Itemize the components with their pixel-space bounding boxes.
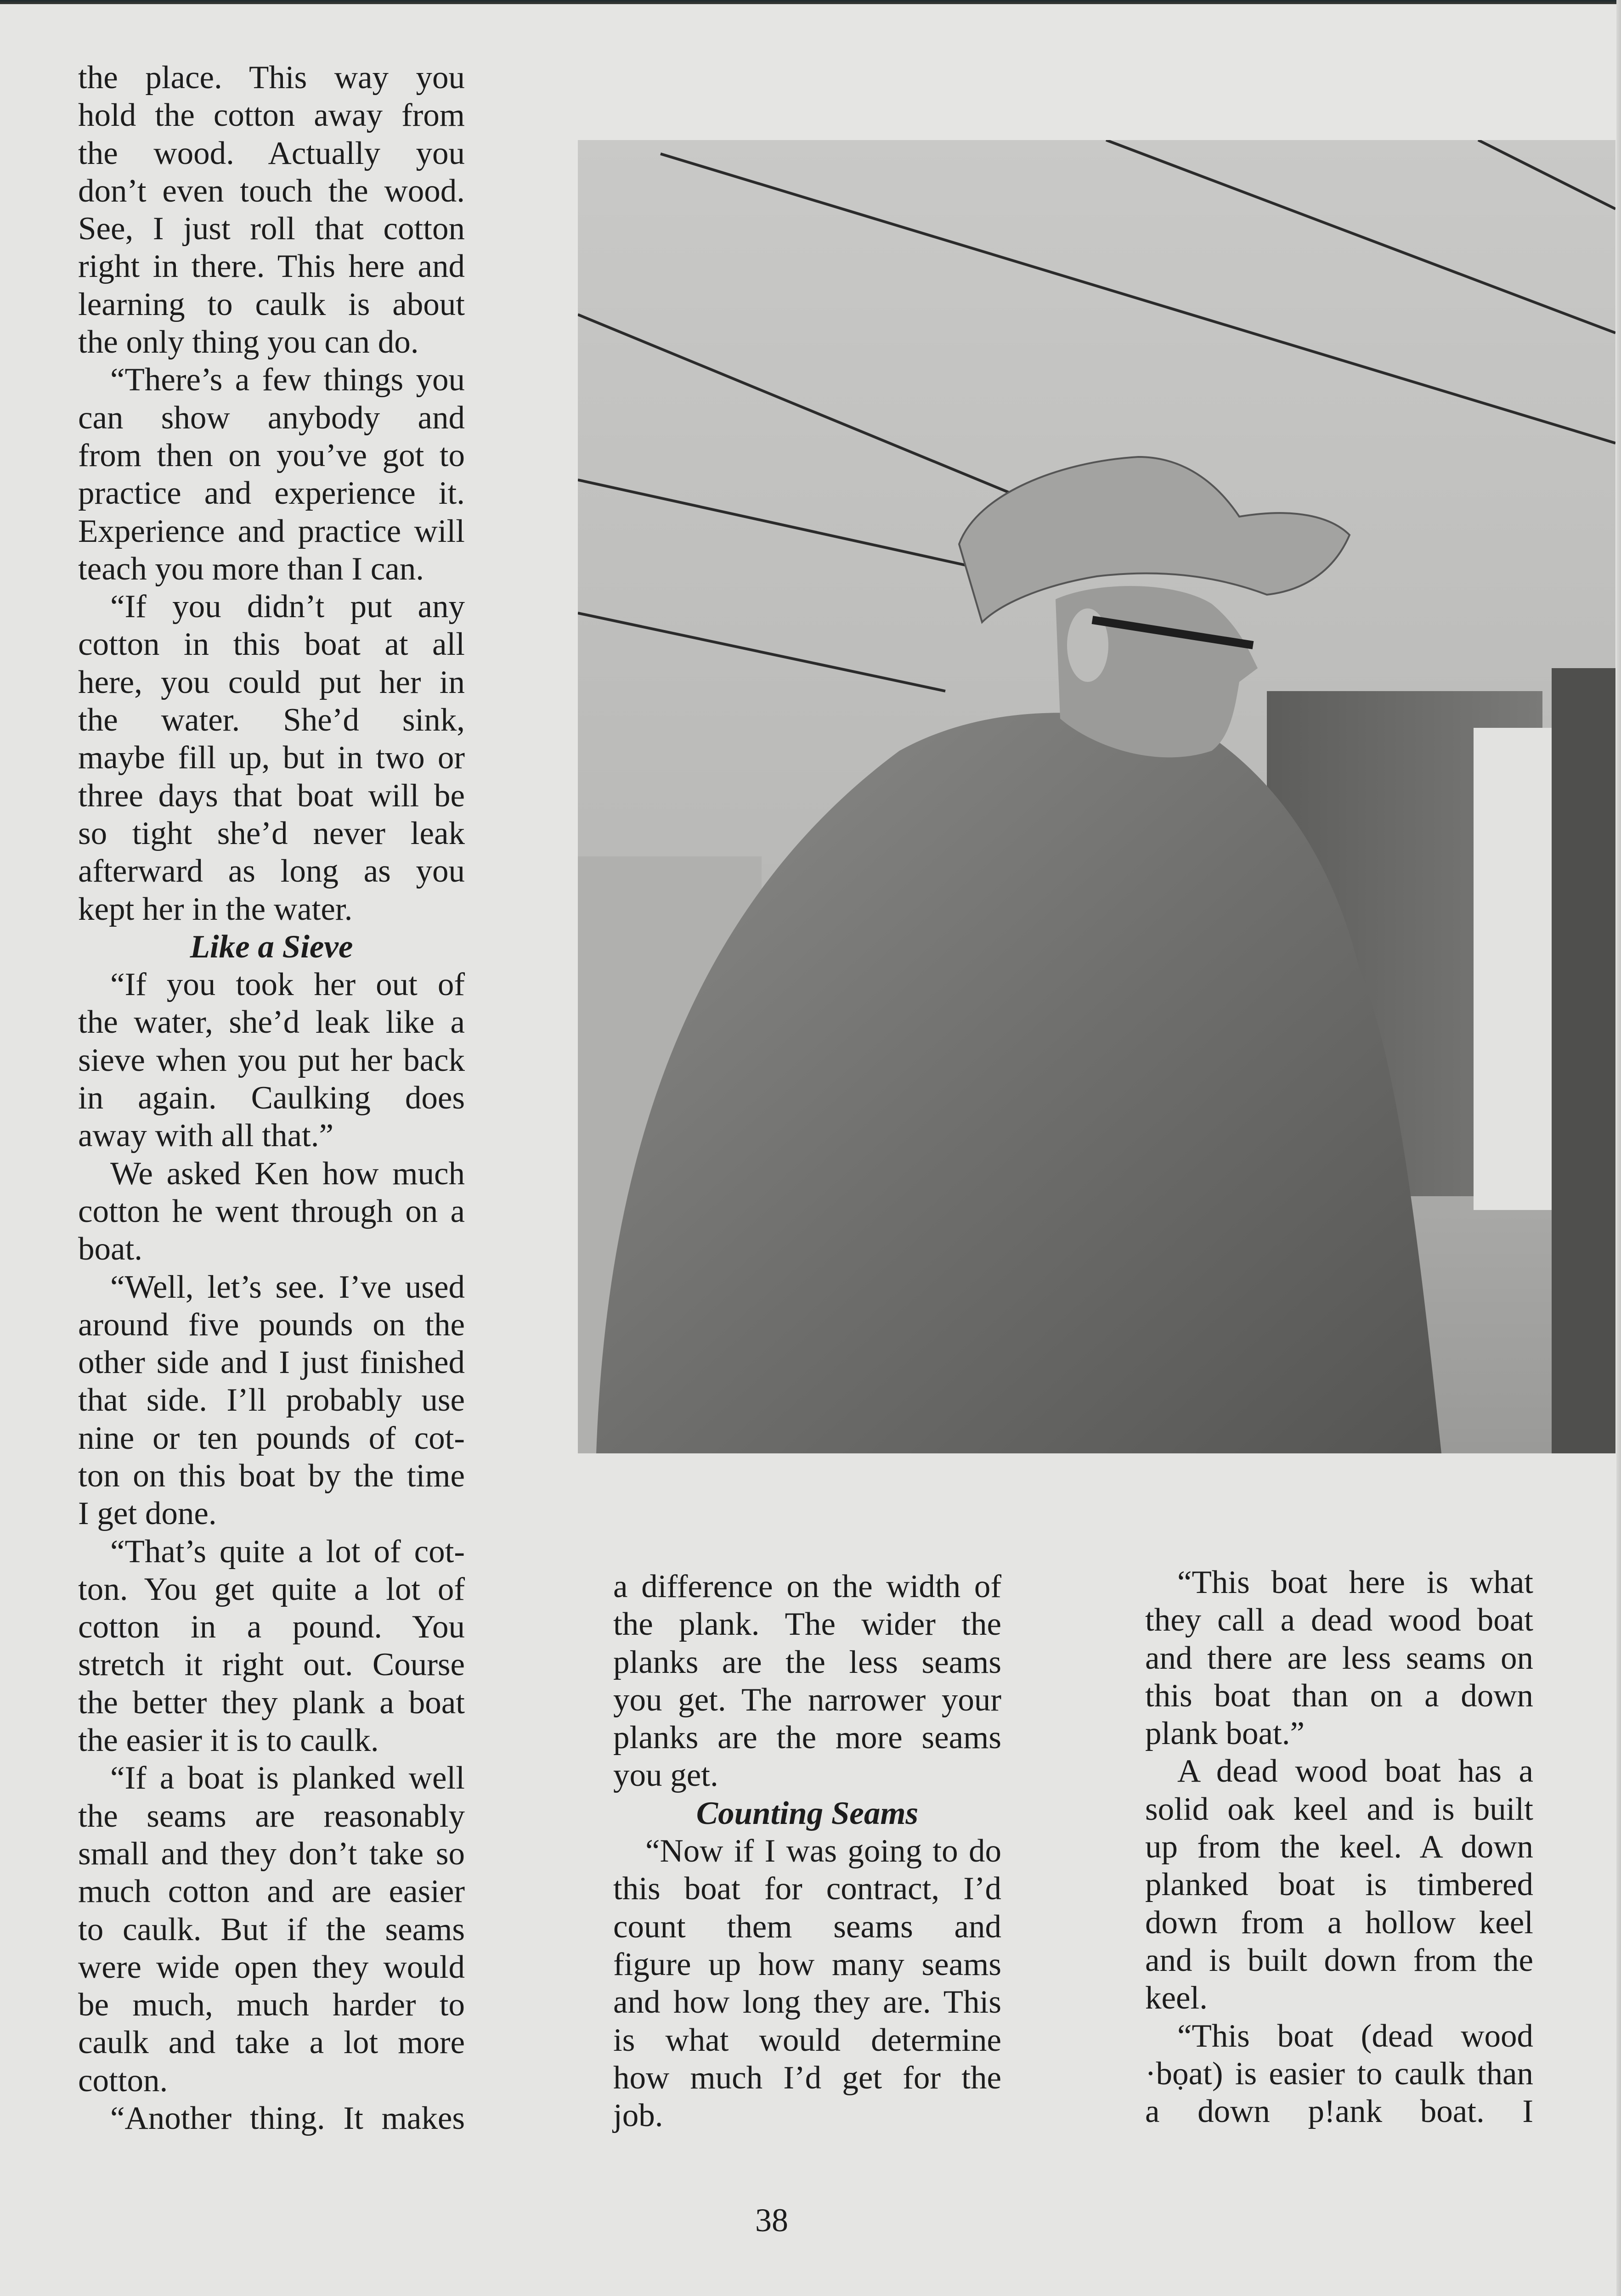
text-line: cotton in this boat at all (78, 626, 465, 663)
text-line: count them seams and (613, 1908, 1001, 1945)
text-column-right (1145, 1564, 1533, 2130)
text-line: the better they plank a boat (78, 1684, 465, 1721)
text-line: kept her in the water. (78, 891, 353, 927)
text-line: A dead wood boat has a (1177, 1753, 1533, 1790)
text-line: from then on you’ve got to (78, 437, 465, 473)
text-line: solid oak keel and is built (1145, 1791, 1533, 1827)
text-column-left (78, 59, 465, 2137)
text-line: keel. (1145, 1980, 1208, 2016)
text-line: job. (613, 2098, 663, 2134)
text-line: and is built down from the (1145, 1942, 1533, 1978)
text-line: other side and I just finished (78, 1345, 465, 1381)
text-line: “Well, let’s see. I’ve used (110, 1269, 465, 1305)
text-line: how much I’d get for the (613, 2060, 1001, 2096)
text-line: See, I just roll that cotton (78, 211, 465, 247)
text-line: the wood. Actually you (78, 135, 465, 171)
text-line: nine or ten pounds of cot- (78, 1420, 465, 1456)
text-line: “If you took her out of (110, 967, 465, 1003)
text-line: away with all that.” (78, 1118, 333, 1154)
section-heading: Like a Sieve (190, 929, 353, 965)
text-line: around five pounds on the (78, 1306, 465, 1343)
text-line: don’t even touch the wood. (78, 173, 465, 209)
text-line: be much, much harder to (78, 1987, 465, 2023)
text-line: up from the keel. A down (1145, 1829, 1533, 1865)
text-line: I get done. (78, 1496, 217, 1532)
text-line: “Another thing. It makes (110, 2100, 465, 2137)
text-line: practice and experience it. (78, 475, 465, 512)
text-line: cotton in a pound. You (78, 1609, 465, 1645)
text-line: a difference on the width of (613, 1569, 1001, 1604)
text-line: ton. You get quite a lot of (78, 1571, 465, 1607)
page-right-edge (1616, 0, 1621, 2296)
text-line: much cotton and are easier (78, 1874, 465, 1910)
text-line: ton on this boat by the time (78, 1458, 465, 1494)
text-line: and there are less seams on (1145, 1640, 1533, 1676)
text-line: the water. She’d sink, (78, 702, 465, 738)
text-line: “This boat (dead wood (1177, 2018, 1533, 2054)
text-line: you get. The narrower your (613, 1682, 1001, 1718)
text-line: plank boat.” (1145, 1716, 1305, 1752)
text-line: boat. (78, 1231, 142, 1267)
text-column-middle (613, 1568, 1001, 2134)
section-heading: Counting Seams (696, 1795, 919, 1831)
photo-caulker-portrait (578, 140, 1615, 1453)
photo-image (578, 140, 1615, 1453)
text-line: so tight she’d never leak (78, 815, 465, 851)
photo-background-frame (1552, 668, 1615, 1453)
text-line: the place. This way you (78, 60, 465, 96)
text-line: they call a dead wood boat (1145, 1602, 1533, 1638)
text-line: Experience and practice will (78, 513, 465, 549)
text-line: the easier it is to caulk. (78, 1722, 379, 1759)
text-line: “If you didn’t put any (110, 589, 465, 625)
text-line: learning to caulk is about (78, 286, 465, 322)
text-line: here, you could put her in (78, 664, 465, 700)
text-line: the only thing you can do. (78, 324, 419, 360)
text-line: the plank. The wider the (613, 1606, 1001, 1643)
text-line: is what would determine (613, 2022, 1001, 2058)
text-line: maybe fill up, but in two or (78, 740, 465, 776)
text-line: planked boat is timbered (1145, 1867, 1533, 1903)
text-line: caulk and take a lot more (78, 2025, 465, 2061)
page-number: 38 (755, 2202, 788, 2239)
text-line: stretch it right out. Course (78, 1647, 465, 1683)
text-line: planks are the less seams (613, 1644, 1001, 1680)
text-line: “There’s a few things you (110, 362, 465, 398)
text-line: “This boat here is what (1177, 1564, 1533, 1600)
text-line: in again. Caulking does (78, 1080, 465, 1116)
text-line: this boat than on a down (1145, 1677, 1533, 1714)
text-line: the seams are reasonably (78, 1798, 465, 1834)
text-line: this boat for contract, I’d (613, 1871, 1001, 1907)
text-line: cotton. (78, 2062, 168, 2099)
text-line: can show anybody and (78, 400, 465, 436)
text-line: afterward as long as you (78, 853, 465, 889)
text-line: three days that boat will be (78, 777, 465, 814)
text-line: planks are the more seams (613, 1720, 1001, 1756)
text-line: were wide open they would (78, 1949, 465, 1985)
text-line: you get. (613, 1757, 718, 1794)
text-line: ·bọat) is easier to caulk than (1145, 2055, 1533, 2092)
text-line: sieve when you put her back (78, 1042, 465, 1078)
text-line: right in there. This here and (78, 248, 465, 285)
text-line: small and they don’t take so (78, 1835, 465, 1872)
text-line: hold the cotton away from (78, 97, 465, 134)
text-line: that side. I’ll probably use (78, 1382, 465, 1418)
text-line: “If a boat is planked well (110, 1760, 465, 1796)
text-line: and how long they are. This (613, 1984, 1001, 2020)
text-line: to caulk. But if the seams (78, 1911, 465, 1947)
text-line: “Now if I was going to do (645, 1833, 1001, 1869)
text-line: the water, she’d leak like a (78, 1004, 465, 1041)
text-line: down from a hollow keel (1145, 1904, 1533, 1941)
text-line: cotton he went through on a (78, 1193, 465, 1229)
page-top-edge (0, 0, 1621, 4)
text-line: a down p!ank boat. I (1145, 2093, 1533, 2130)
text-line: figure up how many seams (613, 1946, 1001, 1982)
photo-background-post (1474, 728, 1552, 1210)
text-line: “That’s quite a lot of cot- (110, 1533, 465, 1570)
text-line: We asked Ken how much (110, 1155, 465, 1192)
text-line: teach you more than I can. (78, 551, 424, 587)
